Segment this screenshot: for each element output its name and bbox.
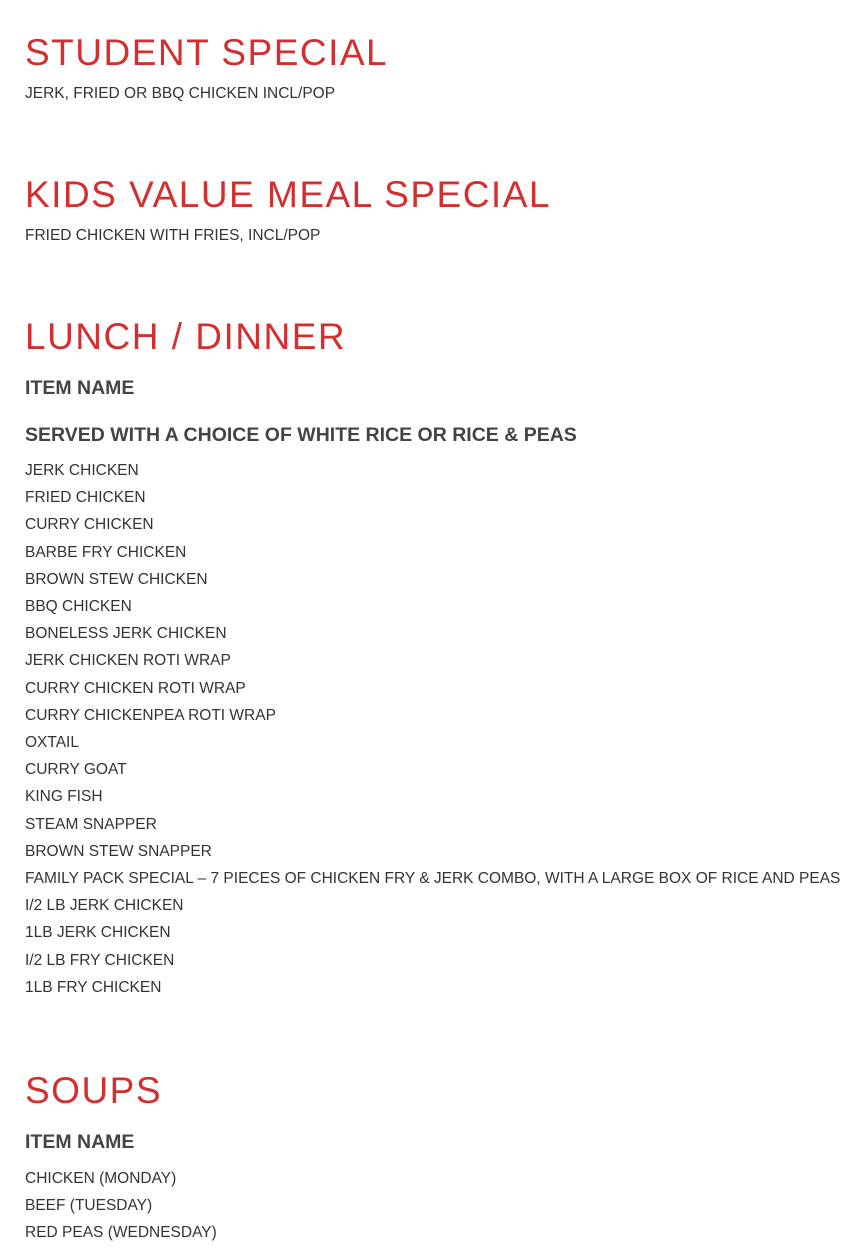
student-special-title: STUDENT SPECIAL	[25, 32, 389, 73]
served-with-note: SERVED WITH A CHOICE OF WHITE RICE OR RICE & PEAS	[25, 424, 577, 446]
student-special-description: JERK, FRIED OR BBQ CHICKEN INCL/POP	[25, 85, 336, 102]
list-item: JERK CHICKEN	[25, 462, 139, 479]
list-item: CURRY CHICKENPEA ROTI WRAP	[25, 706, 276, 724]
lunch-dinner-title: LUNCH / DINNER	[25, 316, 347, 357]
list-item: BONELESS JERK CHICKEN	[25, 625, 227, 643]
list-item: I/2 LB FRY CHICKEN	[25, 951, 175, 969]
student-special-section	[25, 31, 835, 104]
list-item: BEEF (TUESDAY)	[25, 1197, 153, 1215]
list-item: FAMILY PACK SPECIAL – 7 PIECES OF CHICKEN FRY & JERK COMBO, WITH A LARGE BOX OF RICE AND PEAS	[25, 870, 841, 888]
list-item: I/2 LB JERK CHICKEN	[25, 897, 184, 915]
list-item: 1LB JERK CHICKEN	[25, 924, 171, 942]
list-item: CHICKEN (MONDAY)	[25, 1170, 177, 1187]
soups-column-header: ITEM NAME	[25, 1131, 135, 1153]
list-item: BBQ CHICKEN	[25, 598, 132, 616]
list-item: CURRY GOAT	[25, 761, 127, 779]
lunch-dinner-item-list	[25, 457, 841, 1001]
list-item: 1LB FRY CHICKEN	[25, 978, 162, 996]
list-item: JERK CHICKEN ROTI WRAP	[25, 652, 231, 670]
soups-title: SOUPS	[25, 1070, 163, 1111]
list-item: BROWN STEW CHICKEN	[25, 570, 208, 588]
kids-value-meal-section	[25, 173, 835, 246]
soups-section	[25, 1069, 835, 1247]
list-item: KING FISH	[25, 788, 103, 806]
lunch-dinner-column-header: ITEM NAME	[25, 377, 135, 399]
list-item: OXTAIL	[25, 734, 79, 752]
list-item: BARBE FRY CHICKEN	[25, 543, 187, 561]
kids-value-meal-title: KIDS VALUE MEAL SPECIAL	[25, 174, 551, 215]
lunch-dinner-section	[25, 315, 841, 1001]
list-item: RED PEAS (WEDNESDAY)	[25, 1224, 217, 1242]
kids-value-meal-description: FRIED CHICKEN WITH FRIES, INCL/POP	[25, 227, 321, 244]
list-item: FRIED CHICKEN	[25, 489, 146, 507]
list-item: CURRY CHICKEN ROTI WRAP	[25, 679, 246, 697]
list-item: BROWN STEW SNAPPER	[25, 842, 212, 860]
list-item: CURRY CHICKEN	[25, 516, 154, 534]
list-item: STEAM SNAPPER	[25, 815, 157, 833]
soups-item-list	[25, 1165, 835, 1247]
